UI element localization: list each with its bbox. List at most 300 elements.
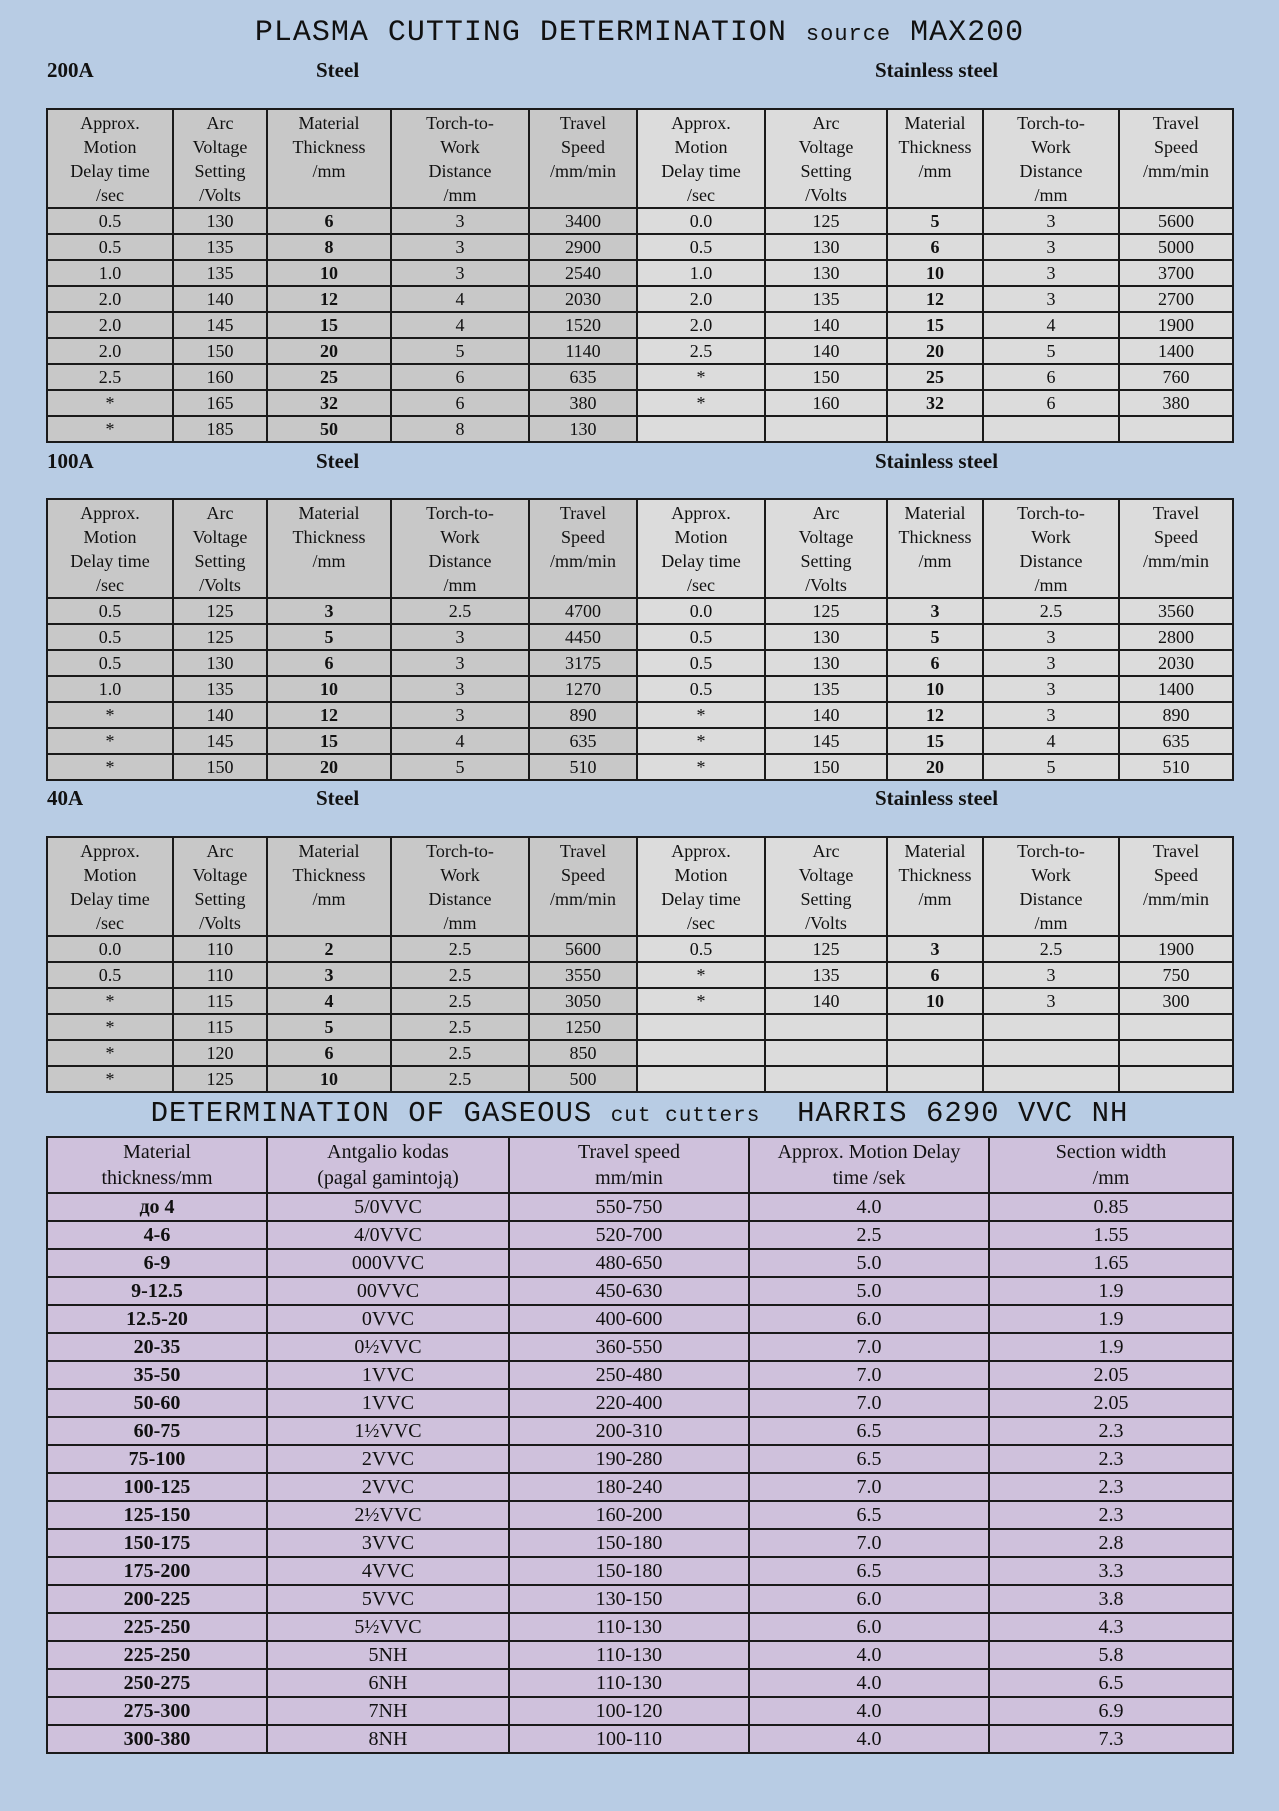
gas-cell-travel-speed: 130-150 [509,1585,749,1613]
header-line: mm/min [595,1167,663,1189]
steel-cell-arc-voltage: 115 [173,1014,267,1040]
stainless-cell-arc-voltage: 135 [765,962,887,988]
gas-cell-section-width: 5.8 [989,1641,1233,1669]
header-line: /mm/min [1142,161,1209,181]
stainless-cell-delay-time: 0.0 [637,208,765,234]
gas-cell-nozzle-code: 000VVC [267,1249,509,1277]
table-row [47,364,1233,390]
stainless-cell-delay-time [637,1014,765,1040]
header-line: /Volts [805,575,847,595]
stainless-cell-material-thickness: 20 [887,754,983,780]
header-line: Approx. [80,841,140,861]
table-row [47,1040,1233,1066]
header-line: thickness/mm [101,1167,213,1189]
column-header-travel-speed [529,837,637,936]
stainless-cell-delay-time: * [637,988,765,1014]
gas-cell-material-thickness: 225-250 [47,1641,267,1669]
steel-cell-material-thickness: 50 [267,416,391,442]
steel-cell-travel-speed: 510 [529,754,637,780]
gas-cell-material-thickness: 125-150 [47,1501,267,1529]
gas-table-row [47,1361,1233,1389]
stainless-cell-travel-speed [1119,1040,1233,1066]
gas-column-header-nozzle-code [267,1137,509,1193]
header-line: Voltage [192,137,248,157]
header-line [888,911,982,935]
stainless-cell-delay-time: 0.0 [637,598,765,624]
gas-cell-motion-delay: 5.0 [749,1277,989,1305]
section-label-steel: Steel [316,58,360,82]
gas-cell-travel-speed: 400-600 [509,1305,749,1333]
header-line: Arc [812,113,840,133]
gas-cell-nozzle-code: 8NH [267,1725,509,1753]
stainless-cell-arc-voltage: 125 [765,208,887,234]
title-model: MAX200 [910,16,1025,50]
header-line: (pagal gamintoją) [317,1167,459,1189]
steel-cell-arc-voltage: 125 [173,598,267,624]
steel-cell-delay-time: 0.5 [47,234,173,260]
stainless-cell-torch-distance: 3 [983,286,1119,312]
steel-cell-arc-voltage: 135 [173,260,267,286]
gas-cell-section-width: 4.3 [989,1613,1233,1641]
section-label-stainless: Stainless steel [875,58,999,82]
header-line [530,911,636,935]
header-line: Voltage [192,865,248,885]
steel-cell-torch-distance: 2.5 [391,1014,529,1040]
header-line [268,911,390,935]
gas-cell-material-thickness: 200-225 [47,1585,267,1613]
gas-cell-travel-speed: 110-130 [509,1669,749,1697]
gas-cell-material-thickness: 20-35 [47,1333,267,1361]
stainless-cell-arc-voltage: 150 [765,754,887,780]
header-line: /mm [1034,185,1068,205]
header-line: Arc [206,841,234,861]
stainless-cell-travel-speed: 380 [1119,390,1233,416]
steel-cell-delay-time: 0.5 [47,208,173,234]
gas-cell-section-width: 3.3 [989,1557,1233,1585]
gas-table-row [47,1725,1233,1753]
steel-cell-arc-voltage: 150 [173,754,267,780]
plasma-table-200A [46,108,1234,443]
header-line: Work [1031,865,1071,885]
gas-column-header-motion-delay [749,1137,989,1193]
header-line: Material [904,503,966,523]
stainless-cell-delay-time: * [637,962,765,988]
stainless-cell-delay-time [637,1040,765,1066]
gas-cell-section-width: 6.9 [989,1697,1233,1725]
column-header-travel-speed [1119,109,1233,208]
stainless-cell-material-thickness: 10 [887,988,983,1014]
stainless-cell-material-thickness: 6 [887,650,983,676]
stainless-cell-torch-distance: 3 [983,260,1119,286]
steel-cell-travel-speed: 130 [529,416,637,442]
gas-cell-section-width: 2.05 [989,1361,1233,1389]
header-line: /Volts [805,185,847,205]
gas-table-row [47,1641,1233,1669]
stainless-cell-arc-voltage: 130 [765,650,887,676]
stainless-cell-arc-voltage: 140 [765,312,887,338]
header-line: Arc [206,503,234,523]
steel-cell-delay-time: * [47,988,173,1014]
gas-cell-section-width: 2.3 [989,1417,1233,1445]
stainless-cell-material-thickness: 10 [887,260,983,286]
stainless-cell-delay-time: 0.5 [637,676,765,702]
steel-cell-delay-time: * [47,754,173,780]
gas-cell-nozzle-code: 2VVC [267,1445,509,1473]
header-line: /mm/min [549,551,616,571]
stainless-cell-arc-voltage: 135 [765,286,887,312]
column-header-torch-distance [983,837,1119,936]
gas-cell-section-width: 6.5 [989,1669,1233,1697]
gas-cutting-table [46,1136,1234,1754]
header-line: Material [904,841,966,861]
gas-table-row [47,1473,1233,1501]
stainless-cell-travel-speed [1119,1014,1233,1040]
column-header-torch-distance [391,837,529,936]
gas-cell-section-width: 2.3 [989,1473,1233,1501]
steel-cell-material-thickness: 4 [267,988,391,1014]
table-row [47,312,1233,338]
header-line: Distance [1019,161,1083,181]
table-row [47,208,1233,234]
steel-cell-arc-voltage: 115 [173,988,267,1014]
stainless-cell-arc-voltage: 125 [765,936,887,962]
gas-cell-motion-delay: 4.0 [749,1725,989,1753]
table-row [47,728,1233,754]
header-line: Speed [561,137,605,157]
steel-cell-torch-distance: 2.5 [391,936,529,962]
gas-title-main: DETERMINATION OF GASEOUS [150,1097,593,1130]
steel-cell-material-thickness: 10 [267,1066,391,1092]
table-row [47,416,1233,442]
header-line: Setting [194,889,246,909]
column-header-delay-time [637,837,765,936]
header-line: Approx. [671,841,731,861]
header-line: Work [440,137,480,157]
table-row [47,598,1233,624]
column-header-arc-voltage [765,109,887,208]
steel-cell-delay-time: 0.0 [47,936,173,962]
title-source: source [805,22,892,47]
gas-cell-section-width: 3.8 [989,1585,1233,1613]
stainless-cell-torch-distance [983,416,1119,442]
stainless-cell-material-thickness: 25 [887,364,983,390]
gas-column-header-material-thickness [47,1137,267,1193]
column-header-material-thickness [887,837,983,936]
table-row [47,962,1233,988]
steel-cell-delay-time: 2.0 [47,338,173,364]
steel-cell-delay-time: * [47,416,173,442]
column-header-torch-distance [983,499,1119,598]
section-label-current: 200A [47,58,94,82]
plasma-table-40A [46,836,1234,1093]
steel-cell-arc-voltage: 110 [173,962,267,988]
column-header-material-thickness [267,837,391,936]
steel-cell-torch-distance: 3 [391,702,529,728]
section-label-current: 40A [47,786,84,810]
steel-cell-travel-speed: 3050 [529,988,637,1014]
steel-cell-material-thickness: 10 [267,676,391,702]
steel-cell-travel-speed: 500 [529,1066,637,1092]
table-row [47,1066,1233,1092]
steel-cell-arc-voltage: 125 [173,1066,267,1092]
gas-cell-travel-speed: 100-120 [509,1697,749,1725]
gas-cell-motion-delay: 4.0 [749,1641,989,1669]
gas-cell-nozzle-code: 5/0VVC [267,1193,509,1221]
header-line: Work [1031,137,1071,157]
header-line: /sec [96,575,124,595]
header-line: /mm/min [549,889,616,909]
column-header-delay-time [47,499,173,598]
steel-cell-travel-speed: 1520 [529,312,637,338]
gas-cell-material-thickness: 12.5-20 [47,1305,267,1333]
column-header-material-thickness [267,109,391,208]
gas-cell-travel-speed: 360-550 [509,1333,749,1361]
steel-cell-delay-time: 0.5 [47,598,173,624]
header-row [47,109,1233,208]
stainless-cell-delay-time: 0.5 [637,234,765,260]
header-line: /mm/min [1142,889,1209,909]
gas-cell-section-width: 2.8 [989,1529,1233,1557]
header-line: Work [1031,527,1071,547]
header-line: Approx. [671,113,731,133]
stainless-cell-arc-voltage [765,416,887,442]
stainless-cell-torch-distance: 6 [983,364,1119,390]
stainless-cell-material-thickness: 3 [887,598,983,624]
header-line: Speed [1154,527,1198,547]
header-line: Travel [559,841,607,861]
steel-cell-torch-distance: 2.5 [391,962,529,988]
gas-cell-material-thickness: 300-380 [47,1725,267,1753]
steel-cell-torch-distance: 4 [391,728,529,754]
stainless-cell-material-thickness: 12 [887,286,983,312]
stainless-cell-material-thickness: 15 [887,728,983,754]
gas-cell-section-width: 7.3 [989,1725,1233,1753]
header-line: Setting [194,551,246,571]
header-line: Distance [428,161,492,181]
steel-cell-arc-voltage: 185 [173,416,267,442]
steel-cell-torch-distance: 2.5 [391,1040,529,1066]
table-row [47,260,1233,286]
stainless-cell-travel-speed: 2800 [1119,624,1233,650]
table-row [47,234,1233,260]
table-row [47,936,1233,962]
steel-cell-delay-time: * [47,702,173,728]
stainless-cell-delay-time: * [637,364,765,390]
header-line [530,183,636,207]
stainless-cell-travel-speed: 635 [1119,728,1233,754]
header-line: /Volts [199,575,241,595]
steel-cell-material-thickness: 20 [267,754,391,780]
steel-cell-travel-speed: 2030 [529,286,637,312]
stainless-cell-torch-distance: 3 [983,702,1119,728]
section-label-stainless: Stainless steel [875,449,999,473]
gas-cell-material-thickness: 60-75 [47,1417,267,1445]
stainless-cell-delay-time: * [637,728,765,754]
steel-cell-arc-voltage: 140 [173,286,267,312]
steel-cell-arc-voltage: 130 [173,650,267,676]
header-line: Travel [1152,503,1200,523]
steel-cell-material-thickness: 12 [267,702,391,728]
header-line: Distance [428,551,492,571]
header-line: Motion [83,137,137,157]
header-line: Thickness [898,137,972,157]
header-line: Thickness [292,527,366,547]
table-row [47,702,1233,728]
gas-cell-motion-delay: 6.0 [749,1613,989,1641]
steel-cell-delay-time: 1.0 [47,676,173,702]
header-line: /mm [312,889,346,909]
header-line: /mm/min [549,161,616,181]
gas-cell-section-width: 1.9 [989,1305,1233,1333]
steel-cell-arc-voltage: 135 [173,676,267,702]
stainless-cell-torch-distance [983,1066,1119,1092]
gas-table-row [47,1221,1233,1249]
column-header-torch-distance [983,109,1119,208]
stainless-cell-delay-time: * [637,390,765,416]
header-line: Voltage [798,865,854,885]
steel-cell-delay-time: 1.0 [47,260,173,286]
gas-cell-material-thickness: 35-50 [47,1361,267,1389]
gas-cell-nozzle-code: 5½VVC [267,1613,509,1641]
stainless-cell-arc-voltage: 145 [765,728,887,754]
header-line: Arc [812,841,840,861]
steel-cell-travel-speed: 1140 [529,338,637,364]
header-line: Arc [812,503,840,523]
stainless-cell-delay-time: 2.0 [637,312,765,338]
header-line: Motion [83,527,137,547]
steel-cell-delay-time: 0.5 [47,962,173,988]
stainless-cell-torch-distance: 3 [983,234,1119,260]
steel-cell-torch-distance: 2.5 [391,598,529,624]
header-line: /sec [687,185,715,205]
column-header-arc-voltage [765,499,887,598]
table-row [47,286,1233,312]
header-line [1120,183,1232,207]
stainless-cell-material-thickness [887,416,983,442]
stainless-cell-travel-speed: 300 [1119,988,1233,1014]
column-header-material-thickness [887,109,983,208]
header-line: /mm [443,185,477,205]
steel-cell-torch-distance: 5 [391,338,529,364]
steel-cell-material-thickness: 3 [267,962,391,988]
steel-cell-delay-time: 0.5 [47,624,173,650]
gas-cell-section-width: 2.3 [989,1445,1233,1473]
gas-cell-motion-delay: 4.0 [749,1669,989,1697]
steel-cell-travel-speed: 3175 [529,650,637,676]
column-header-material-thickness [267,499,391,598]
steel-cell-torch-distance: 2.5 [391,988,529,1014]
steel-cell-torch-distance: 4 [391,286,529,312]
header-line: /sec [687,575,715,595]
header-line: Material [298,113,360,133]
header-line: Thickness [898,865,972,885]
stainless-cell-material-thickness: 12 [887,702,983,728]
steel-cell-material-thickness: 25 [267,364,391,390]
header-line: Motion [674,527,728,547]
header-line: /mm [1034,575,1068,595]
stainless-cell-torch-distance: 6 [983,390,1119,416]
gas-cell-motion-delay: 6.0 [749,1585,989,1613]
stainless-cell-travel-speed: 510 [1119,754,1233,780]
gas-table-row [47,1501,1233,1529]
stainless-cell-material-thickness [887,1040,983,1066]
steel-cell-delay-time: * [47,728,173,754]
table-row [47,988,1233,1014]
gas-cell-nozzle-code: 0½VVC [267,1333,509,1361]
gas-cell-travel-speed: 480-650 [509,1249,749,1277]
stainless-cell-travel-speed: 5000 [1119,234,1233,260]
stainless-cell-arc-voltage [765,1014,887,1040]
header-line [268,183,390,207]
header-line: Arc [206,113,234,133]
header-line [530,573,636,597]
steel-cell-torch-distance: 3 [391,260,529,286]
header-line: Setting [800,551,852,571]
steel-cell-arc-voltage: 150 [173,338,267,364]
gas-cell-material-thickness: 225-250 [47,1613,267,1641]
header-line: Torch-to- [1017,841,1085,861]
gas-cell-motion-delay: 7.0 [749,1473,989,1501]
stainless-cell-delay-time: 0.5 [637,624,765,650]
steel-cell-arc-voltage: 145 [173,312,267,338]
gas-cell-material-thickness: 150-175 [47,1529,267,1557]
gas-cell-material-thickness: до 4 [47,1193,267,1221]
stainless-cell-delay-time: * [637,702,765,728]
stainless-cell-travel-speed: 890 [1119,702,1233,728]
stainless-cell-torch-distance: 2.5 [983,598,1119,624]
steel-cell-arc-voltage: 120 [173,1040,267,1066]
gas-cell-nozzle-code: 4/0VVC [267,1221,509,1249]
gas-table-row [47,1333,1233,1361]
stainless-cell-torch-distance: 3 [983,650,1119,676]
stainless-cell-travel-speed: 1400 [1119,676,1233,702]
gas-cell-material-thickness: 9-12.5 [47,1277,267,1305]
section-label-steel: Steel [316,786,360,810]
gas-table-row [47,1557,1233,1585]
gas-cell-section-width: 1.9 [989,1333,1233,1361]
stainless-cell-travel-speed: 1400 [1119,338,1233,364]
stainless-cell-torch-distance: 3 [983,988,1119,1014]
gas-column-header-travel-speed [509,1137,749,1193]
steel-cell-material-thickness: 5 [267,624,391,650]
steel-cell-travel-speed: 1270 [529,676,637,702]
header-line: /mm [443,913,477,933]
gas-cell-nozzle-code: 5NH [267,1641,509,1669]
steel-cell-travel-speed: 3550 [529,962,637,988]
table-row [47,650,1233,676]
gas-cell-nozzle-code: 2½VVC [267,1501,509,1529]
steel-cell-travel-speed: 635 [529,728,637,754]
steel-cell-material-thickness: 10 [267,260,391,286]
header-line: Delay time [70,551,150,571]
stainless-cell-delay-time: 2.0 [637,286,765,312]
column-header-arc-voltage [173,109,267,208]
header-line: Material [298,841,360,861]
gas-cell-nozzle-code: 1VVC [267,1361,509,1389]
steel-cell-material-thickness: 15 [267,728,391,754]
gas-cell-motion-delay: 6.0 [749,1305,989,1333]
gas-table-row [47,1585,1233,1613]
steel-cell-travel-speed: 3400 [529,208,637,234]
table-row [47,624,1233,650]
gas-cell-motion-delay: 7.0 [749,1529,989,1557]
steel-cell-material-thickness: 6 [267,1040,391,1066]
gas-cell-section-width: 1.65 [989,1249,1233,1277]
gas-table-row [47,1697,1233,1725]
column-header-delay-time [637,499,765,598]
stainless-cell-arc-voltage: 140 [765,988,887,1014]
stainless-cell-material-thickness: 5 [887,624,983,650]
